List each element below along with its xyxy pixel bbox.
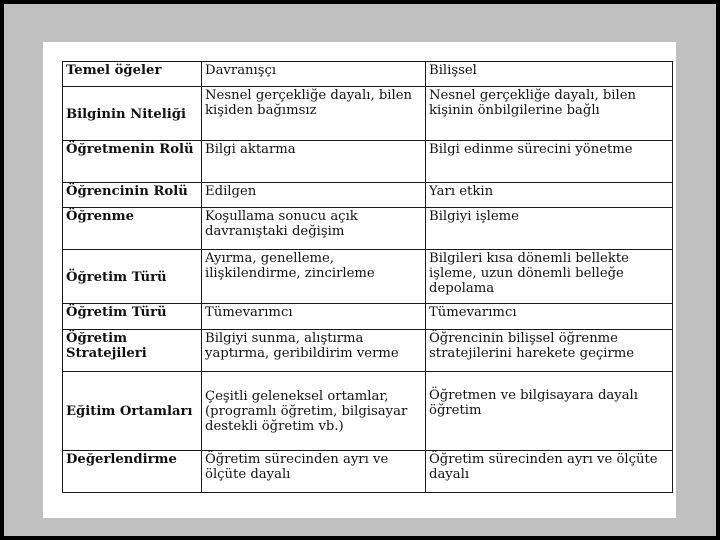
behaviorist-cell: Koşullama sonucu açık davranıştaki değişim [202, 208, 426, 250]
behaviorist-cell: Tümevarımcı [202, 304, 426, 330]
behaviorist-cell: Öğretim sürecinden ayrı ve ölçüte dayalı [202, 451, 426, 493]
table-row [63, 87, 673, 141]
cognitive-cell: Bilgileri kısa dönemli bellekte işleme, uzun dönemli belleğe depolama [426, 250, 673, 304]
cognitive-cell: Bilgi edinme sürecini yönetme [426, 141, 673, 183]
row-label: Bilginin Niteliği [63, 87, 202, 141]
behaviorist-cell: Bilgi aktarma [202, 141, 426, 183]
table-row [63, 304, 673, 330]
table-row [63, 208, 673, 250]
cognitive-cell: Öğretim sürecinden ayrı ve ölçüte dayalı [426, 451, 673, 493]
row-label: Öğretmenin Rolü [63, 141, 202, 183]
table-row [63, 183, 673, 208]
behaviorist-cell: Ayırma, genelleme, ilişkilendirme, zincirleme [202, 250, 426, 304]
row-label: Öğretim Stratejileri [63, 330, 202, 372]
header-cell-behaviorist: Davranışçı [202, 62, 426, 87]
cognitive-cell: Tümevarımcı [426, 304, 673, 330]
row-label: Öğrenme [63, 208, 202, 250]
comparison-table [62, 61, 673, 493]
header-cell-elements: Temel öğeler [63, 62, 202, 87]
cognitive-cell: Yarı etkin [426, 183, 673, 208]
row-label: Öğrencinin Rolü [63, 183, 202, 208]
behaviorist-cell: Çeşitli geleneksel ortamlar, (programlı öğretim, bilgisayar destekli öğretim vb.) [202, 372, 426, 451]
table-row [63, 141, 673, 183]
table-row [63, 330, 673, 372]
table-row [63, 451, 673, 493]
row-label: Değerlendirme [63, 451, 202, 493]
table-row [63, 250, 673, 304]
row-label: Öğretim Türü [63, 304, 202, 330]
cognitive-cell: Bilgiyi işleme [426, 208, 673, 250]
cognitive-cell: Öğretmen ve bilgisayara dayalı öğretim [426, 372, 673, 451]
row-label: Eğitim Ortamları [63, 372, 202, 451]
cognitive-cell: Nesnel gerçekliğe dayalı, bilen kişinin önbilgilerine bağlı [426, 87, 673, 141]
row-label: Öğretim Türü [63, 250, 202, 304]
behaviorist-cell: Nesnel gerçekliğe dayalı, bilen kişiden bağımsız [202, 87, 426, 141]
cognitive-cell: Öğrencinin bilişsel öğrenme stratejilerini harekete geçirme [426, 330, 673, 372]
behaviorist-cell: Edilgen [202, 183, 426, 208]
table-header-row [63, 62, 673, 87]
header-cell-cognitive: Bilişsel [426, 62, 673, 87]
behaviorist-cell: Bilgiyi sunma, alıştırma yaptırma, geribildirim verme [202, 330, 426, 372]
table-row [63, 372, 673, 451]
